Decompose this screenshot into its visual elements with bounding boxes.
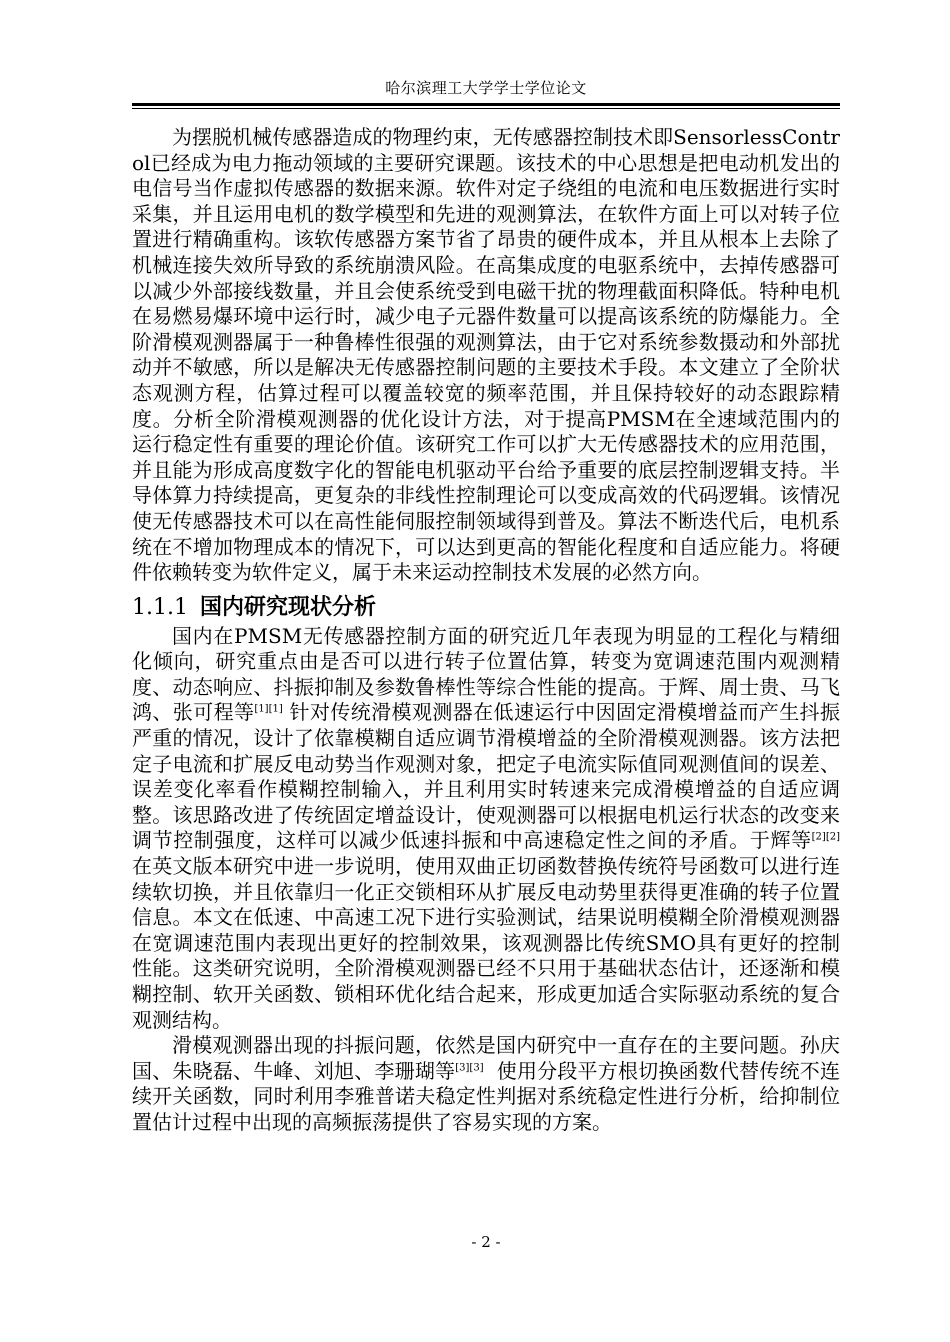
citation-ref: [3][3] bbox=[455, 1062, 484, 1074]
paragraph-intro: 为摆脱机械传感器造成的物理约束，无传感器控制技术即SensorlessControl已经成为电力拖动领域的主要研究课题。该技术的中心思想是把电动机发出的电信号当作虚拟传感器的数据来源。软件对定子绕组的电流和电压数据进行实时采集，并且运用电机的数学模型和先进的观测算法，在软件方面上可以对转子位置进行精确重构。该软传感器方案节省了昂贵的硬件成本，并且从根本上去除了机械连接失效所导致的系统崩溃风险。在高集成度的电驱系统中，去掉传感器可以减少外部接线数量，并且会使系统受到电磁干扰的物理截面积降低。特种电机在易燃易爆环境中运行时，减少电子元器件数量可以提高该系统的防爆能力。全阶滑模观测器属于一种鲁棒性很强的观测算法，由于它对系统参数摄动和外部扰动并不敏感，所以是解决无传感器控制问题的主要技术手段。本文建立了全阶状态观测方程，估算过程可以覆盖较宽的频率范围，并且保持较好的动态跟踪精度。分析全阶滑模观测器的优化设计方法，对于提高PMSM在全速域范围内的运行稳定性有重要的理论价值。该研究工作可以扩大无传感器技术的应用范围，并且能为形成高度数字化的智能电机驱动平台给予重要的底层控制逻辑支持。半导体算力持续提高，更复杂的非线性控制理论可以变成高效的代码逻辑。该情况使无传感器技术可以在高性能伺服控制领域得到普及。算法不断迭代后，电机系统在不增加物理成本的情况下，可以达到更高的智能化程度和自适应能力。将硬件依赖转变为软件定义，属于未来运动控制技术发展的必然方向。 bbox=[132, 125, 840, 585]
paragraph-text: 国内在PMSM无传感器控制方面的研究近几年表现为明显的工程化与精细化倾向，研究重点由是否可以进行转子位置估算，转变为宽调速范围内观测精度、动态响应、抖振抑制及参数鲁棒性等综合性能的提高。于辉、周士贵、马飞鸿、张可程等 bbox=[132, 623, 840, 725]
citation-ref: [2][2] bbox=[811, 831, 840, 843]
running-header: 哈尔滨理工大学学士学位论文 bbox=[385, 79, 587, 97]
header-divider bbox=[132, 103, 840, 109]
paragraph-text: 使用分段平方根切换函数代替传统不连续开关函数，同时利用李雅普诺夫稳定性判据对系统稳定性进行分析，给抑制位置估计过程中出现的高频振荡提供了容易实现的方案。 bbox=[132, 1058, 840, 1134]
paragraph-chattering bbox=[132, 1033, 840, 1135]
paragraph-text: 滑模观测器出现的抖振问题，依然是国内研究中一直存在的主要问题。孙庆国、朱晓磊、牛峰、刘旭、李珊瑚等 bbox=[132, 1033, 840, 1083]
paragraph-text: 在英文版本研究中进一步说明，使用双曲正切函数替换传统符号函数可以进行连续软切换，并且依靠归一化正交锁相环从扩展反电动势里获得更准确的转子位置信息。本文在低速、中高速工况下进行实验测试，结果说明模糊全阶滑模观测器在宽调速范围内表现出更好的控制效果，该观测器比传统SMO具有更好的控制性能。这类研究说明，全阶滑模观测器已经不只用于基础状态估计，还逐渐和模糊控制、软开关函数、锁相环优化结合起来，形成更加适合实际驱动系统的复合观测结构。 bbox=[132, 854, 840, 1032]
section-heading bbox=[132, 594, 840, 622]
section-number: 1.1.1 bbox=[132, 594, 188, 620]
paragraph-domestic-research bbox=[132, 624, 840, 1034]
citation-ref: [1][1] bbox=[254, 703, 283, 715]
page-number: - 2 - bbox=[471, 1233, 501, 1251]
section-title: 国内研究现状分析 bbox=[199, 594, 376, 620]
paragraph-text: 针对传统滑模观测器在低速运行中因固定滑模增益而产生抖振严重的情况，设计了依靠模糊自适应调节滑模增益的全阶滑模观测器。该方法把定子电流和扩展反电动势当作观测对象，把定子电流实际值同观测值间的误差、误差变化率看作模糊控制输入，并且利用实时转速来完成滑模增益的自适应调整。该思路改进了传统固定增益设计，使观测器可以根据电机运行状态的改变来调节控制强度，这样可以减少低速抖振和中高速稳定性之间的矛盾。于辉等 bbox=[132, 700, 841, 853]
body-text bbox=[132, 125, 840, 1136]
